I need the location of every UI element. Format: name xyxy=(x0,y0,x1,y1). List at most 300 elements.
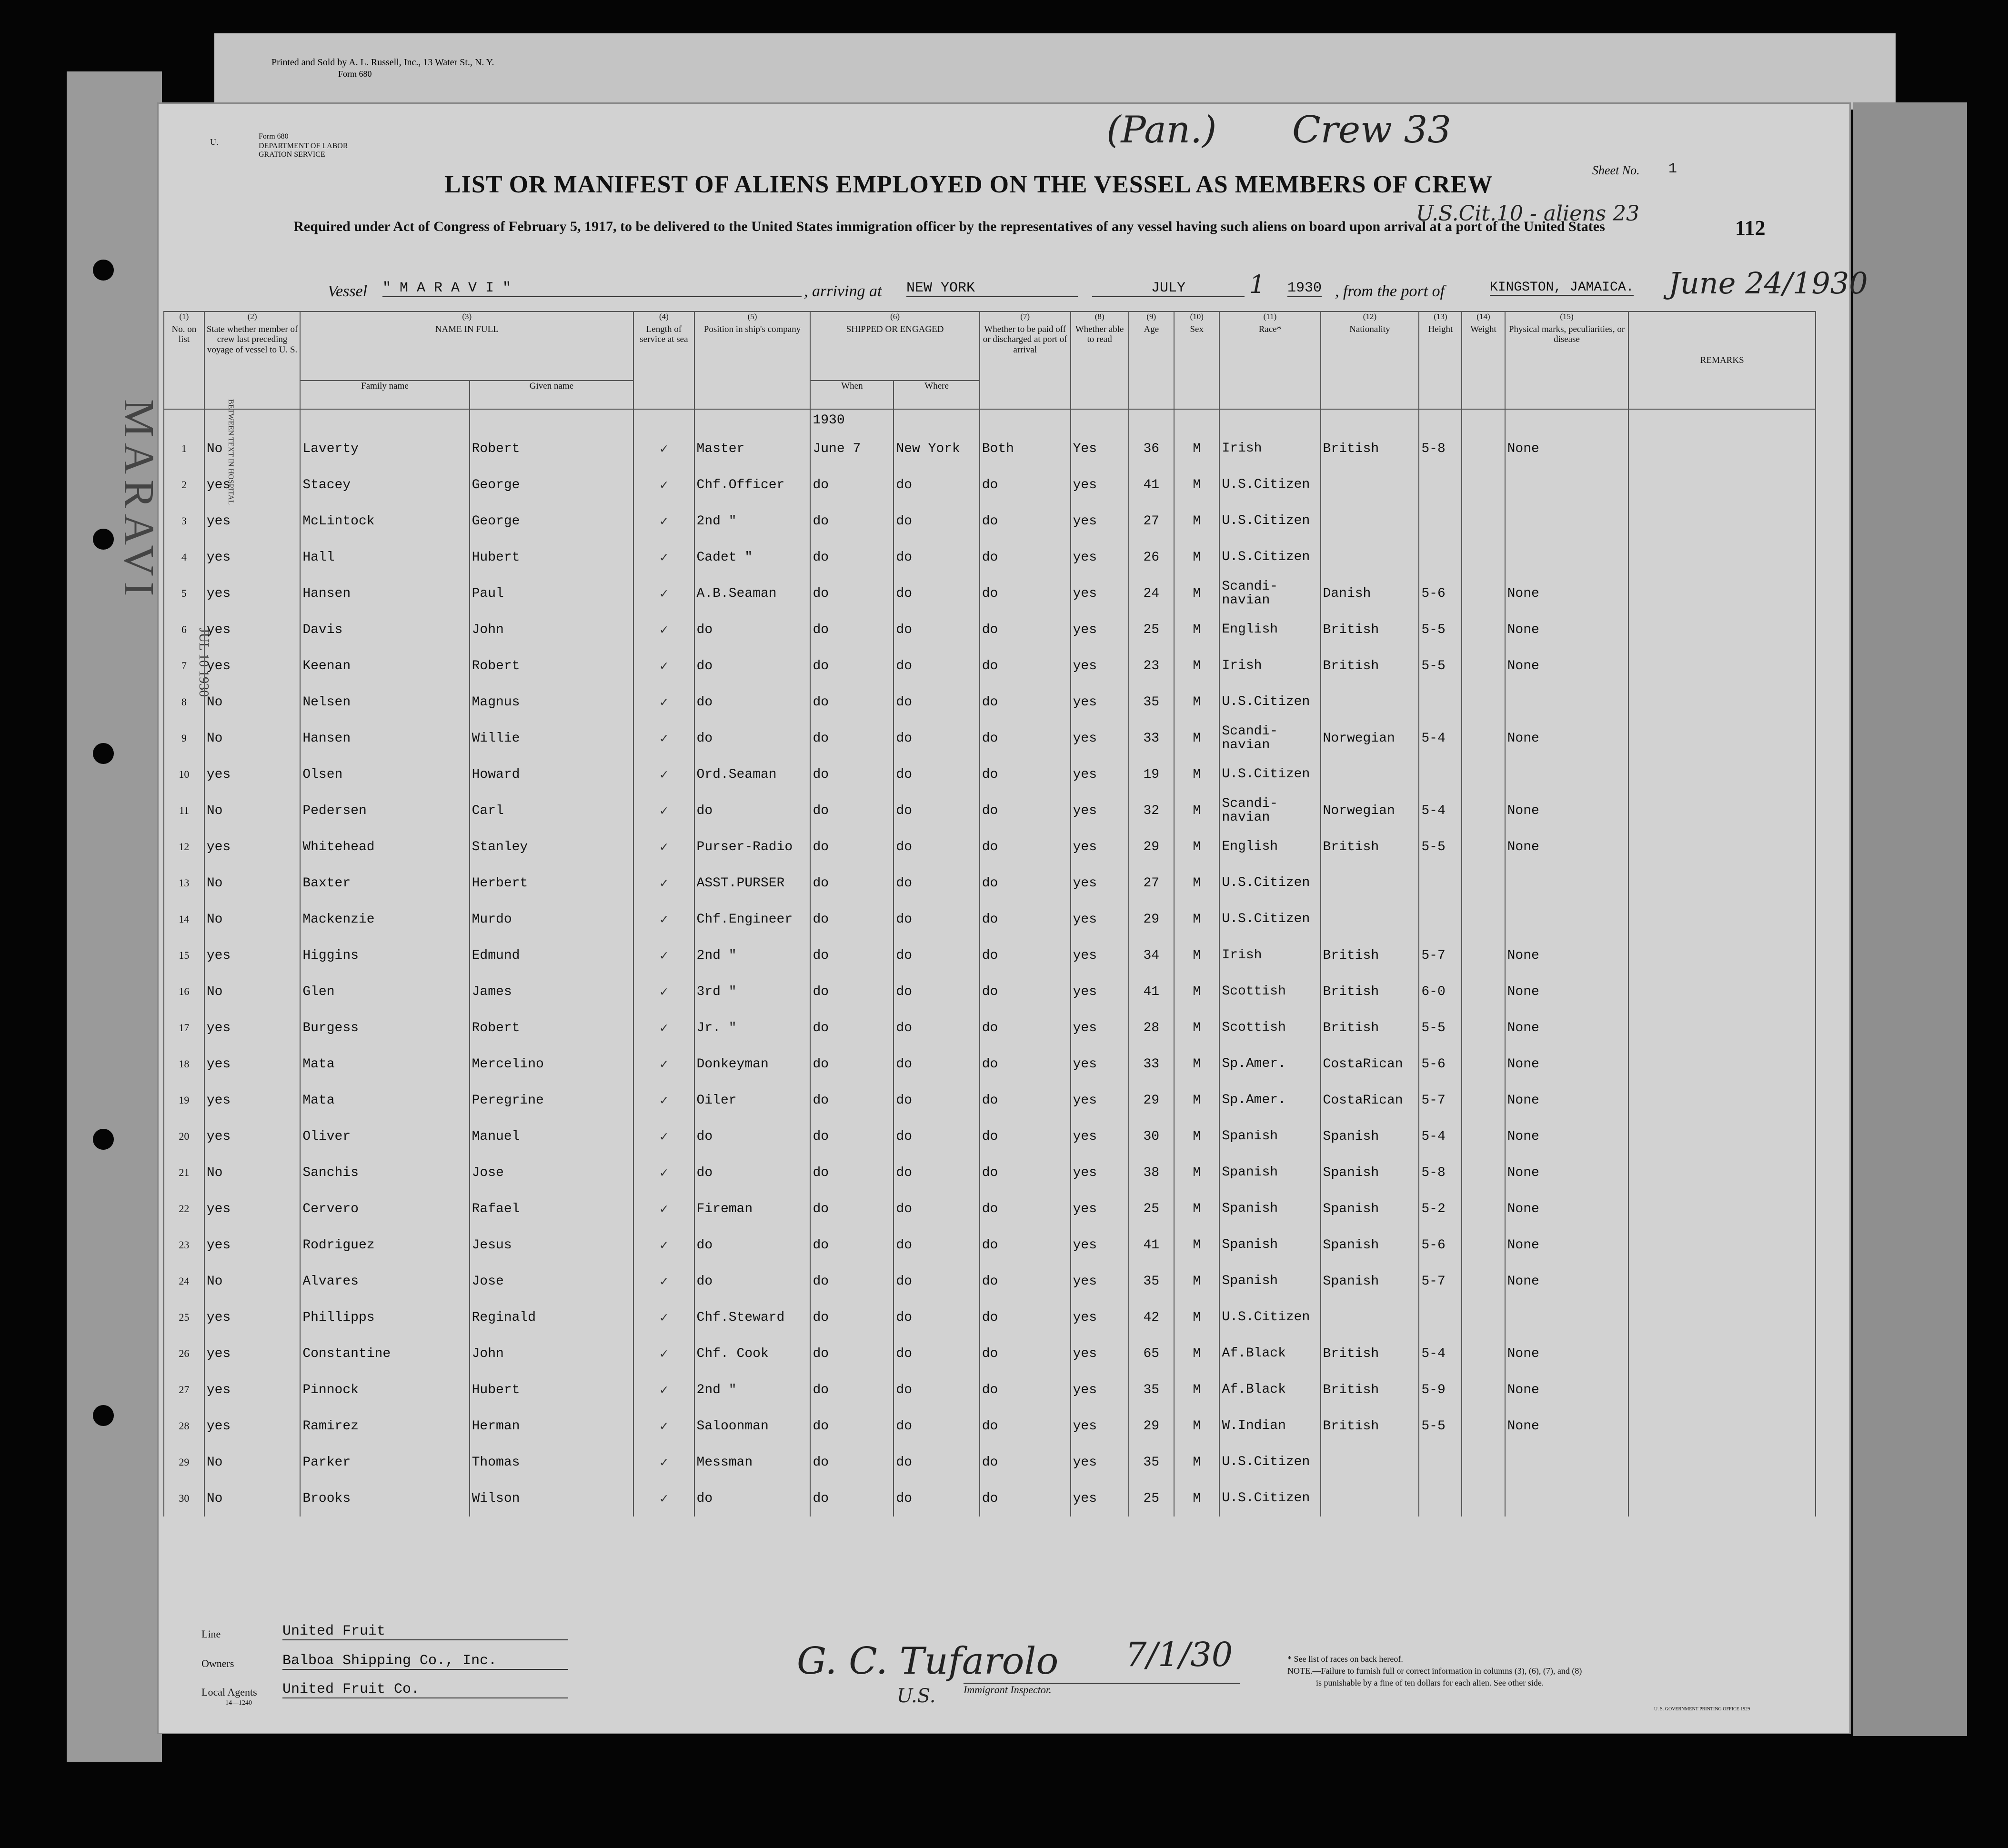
position-cell: A.B.Seaman xyxy=(694,575,811,612)
form-number: Form 680 xyxy=(259,132,289,141)
previous-voyage-cell: yes xyxy=(204,1082,301,1118)
given-name-cell: Robert xyxy=(470,1010,634,1046)
weight-cell xyxy=(1462,937,1505,974)
vessel-label: Vessel xyxy=(328,282,368,300)
nationality-cell: British xyxy=(1321,431,1419,467)
remarks-cell xyxy=(1628,1372,1816,1408)
race-cell: U.S.Citizen xyxy=(1219,901,1320,937)
paid-off-cell: do xyxy=(980,1010,1071,1046)
service-check-cell: ✓ xyxy=(633,648,694,684)
printer-credit: Printed and Sold by A. L. Russell, Inc., 13 Water St., N. Y. xyxy=(271,57,494,68)
race-cell: Scandi-navian xyxy=(1219,575,1320,612)
shipped-where-cell: do xyxy=(894,1480,979,1517)
shipped-where-cell: do xyxy=(894,1010,979,1046)
nationality-cell: British xyxy=(1321,1010,1419,1046)
position-cell: Saloonman xyxy=(694,1408,811,1444)
previous-voyage-cell: yes xyxy=(204,1046,301,1082)
remarks-cell xyxy=(1628,720,1816,756)
shipped-when-cell: do xyxy=(810,1408,894,1444)
nationality-cell: British xyxy=(1321,648,1419,684)
sex-cell: M xyxy=(1174,1480,1219,1517)
service-check-cell: ✓ xyxy=(633,1372,694,1408)
shipped-where-cell: do xyxy=(894,1444,979,1480)
sex-cell: M xyxy=(1174,793,1219,829)
position-cell: Master xyxy=(694,431,811,467)
given-name-cell: Reginald xyxy=(470,1299,634,1336)
position-cell: do xyxy=(694,1227,811,1263)
remarks-cell xyxy=(1628,431,1816,467)
sex-cell: M xyxy=(1174,575,1219,612)
shipped-where-cell: do xyxy=(894,1336,979,1372)
family-name-cell: Pedersen xyxy=(300,793,469,829)
physical-marks-cell: None xyxy=(1505,793,1629,829)
height-cell: 5-7 xyxy=(1419,1082,1462,1118)
sheet-label: Sheet No. xyxy=(1592,163,1640,177)
given-name-cell: Herbert xyxy=(470,865,634,901)
weight-cell xyxy=(1462,431,1505,467)
previous-voyage-cell: yes xyxy=(204,1408,301,1444)
position-cell: do xyxy=(694,648,811,684)
shipped-when-cell: do xyxy=(810,937,894,974)
height-cell: 5-9 xyxy=(1419,1372,1462,1408)
shipped-where-cell: do xyxy=(894,1263,979,1299)
paid-off-cell: do xyxy=(980,756,1071,793)
row-number-cell: 13 xyxy=(164,865,204,901)
age-cell: 41 xyxy=(1129,1227,1174,1263)
header-race: (11) Race* xyxy=(1219,311,1320,409)
given-name-cell: John xyxy=(470,1336,634,1372)
able-to-read-cell: yes xyxy=(1071,1408,1129,1444)
race-cell: Irish xyxy=(1219,937,1320,974)
family-name-cell: Pinnock xyxy=(300,1372,469,1408)
row-number-cell: 8 xyxy=(164,684,204,720)
weight-cell xyxy=(1462,1191,1505,1227)
weight-cell xyxy=(1462,1227,1505,1263)
shipped-when-cell: do xyxy=(810,648,894,684)
age-cell: 32 xyxy=(1129,793,1174,829)
physical-marks-cell: None xyxy=(1505,1336,1629,1372)
position-cell: Cadet " xyxy=(694,539,811,575)
physical-marks-cell xyxy=(1505,467,1629,503)
position-cell: do xyxy=(694,793,811,829)
sex-cell: M xyxy=(1174,865,1219,901)
family-name-cell: Glen xyxy=(300,974,469,1010)
race-cell: Spanish xyxy=(1219,1155,1320,1191)
family-name-cell: Stacey xyxy=(300,467,469,503)
family-name-cell: Constantine xyxy=(300,1336,469,1372)
shipped-when-cell: do xyxy=(810,1263,894,1299)
line-label: Line xyxy=(201,1628,221,1640)
arrival-port: NEW YORK xyxy=(906,280,1078,297)
crew-table xyxy=(163,311,1816,1517)
sex-cell: M xyxy=(1174,1155,1219,1191)
owners-value: Balboa Shipping Co., Inc. xyxy=(282,1653,568,1670)
given-name-cell: Peregrine xyxy=(470,1082,634,1118)
family-name-cell: Higgins xyxy=(300,937,469,974)
nationality-cell: Spanish xyxy=(1321,1191,1419,1227)
shipped-when-cell: do xyxy=(810,865,894,901)
service-check-cell: ✓ xyxy=(633,793,694,829)
previous-voyage-cell: No xyxy=(204,720,301,756)
position-cell: do xyxy=(694,720,811,756)
given-name-cell: James xyxy=(470,974,634,1010)
paid-off-cell: do xyxy=(980,1227,1071,1263)
service-check-cell: ✓ xyxy=(633,720,694,756)
height-cell: 5-4 xyxy=(1419,1118,1462,1155)
given-name-cell: Herman xyxy=(470,1408,634,1444)
weight-cell xyxy=(1462,1118,1505,1155)
position-cell: do xyxy=(694,1155,811,1191)
age-cell: 34 xyxy=(1129,937,1174,974)
physical-marks-cell: None xyxy=(1505,612,1629,648)
margin-date-stamp: JUL 10 1930 xyxy=(196,628,211,697)
header-age: (9) Age xyxy=(1129,311,1174,409)
shipped-where-cell: do xyxy=(894,467,979,503)
row-number-cell: 3 xyxy=(164,503,204,539)
header-shipped: (6) SHIPPED OR ENGAGED xyxy=(810,311,979,381)
race-cell: English xyxy=(1219,829,1320,865)
physical-marks-cell: None xyxy=(1505,937,1629,974)
table-row xyxy=(164,720,1816,756)
remarks-cell xyxy=(1628,756,1816,793)
remarks-cell xyxy=(1628,1336,1816,1372)
family-name-cell: Burgess xyxy=(300,1010,469,1046)
table-row xyxy=(164,648,1816,684)
height-cell xyxy=(1419,901,1462,937)
from-port: KINGSTON, JAMAICA. xyxy=(1490,280,1634,295)
shipped-when-cell: do xyxy=(810,829,894,865)
weight-cell xyxy=(1462,503,1505,539)
service-check-cell: ✓ xyxy=(633,865,694,901)
paid-off-cell: do xyxy=(980,1372,1071,1408)
service-check-cell: ✓ xyxy=(633,756,694,793)
weight-cell xyxy=(1462,974,1505,1010)
remarks-cell xyxy=(1628,503,1816,539)
row-number-cell: 7 xyxy=(164,648,204,684)
sex-cell: M xyxy=(1174,1299,1219,1336)
remarks-cell xyxy=(1628,575,1816,612)
given-name-cell: Magnus xyxy=(470,684,634,720)
family-name-cell: Mata xyxy=(300,1082,469,1118)
remarks-cell xyxy=(1628,1082,1816,1118)
family-name-cell: Sanchis xyxy=(300,1155,469,1191)
service-check-cell: ✓ xyxy=(633,901,694,937)
remarks-cell xyxy=(1628,901,1816,937)
row-number-cell: 14 xyxy=(164,901,204,937)
given-name-cell: Robert xyxy=(470,648,634,684)
header-name: (3) NAME IN FULL xyxy=(300,311,633,381)
shipped-where-cell: do xyxy=(894,756,979,793)
age-cell: 35 xyxy=(1129,684,1174,720)
paid-off-cell: do xyxy=(980,974,1071,1010)
shipped-where-cell: do xyxy=(894,1082,979,1118)
paid-off-cell: do xyxy=(980,901,1071,937)
shipped-where-cell: do xyxy=(894,1155,979,1191)
service-check-cell: ✓ xyxy=(633,539,694,575)
previous-voyage-cell: No xyxy=(204,865,301,901)
previous-voyage-cell: yes xyxy=(204,1372,301,1408)
age-cell: 35 xyxy=(1129,1444,1174,1480)
weight-cell xyxy=(1462,648,1505,684)
shipped-when-cell: do xyxy=(810,467,894,503)
row-number-cell: 28 xyxy=(164,1408,204,1444)
table-row xyxy=(164,539,1816,575)
remarks-cell xyxy=(1628,1155,1816,1191)
age-cell: 28 xyxy=(1129,1010,1174,1046)
paid-off-cell: do xyxy=(980,1299,1071,1336)
shipped-where-cell: do xyxy=(894,1408,979,1444)
given-name-cell: Stanley xyxy=(470,829,634,865)
given-name-cell: Hubert xyxy=(470,1372,634,1408)
height-cell: 5-2 xyxy=(1419,1191,1462,1227)
able-to-read-cell: yes xyxy=(1071,1299,1129,1336)
physical-marks-cell: None xyxy=(1505,1082,1629,1118)
shipped-where-cell: do xyxy=(894,648,979,684)
height-cell xyxy=(1419,1299,1462,1336)
punch-hole xyxy=(93,529,114,550)
service-check-cell: ✓ xyxy=(633,575,694,612)
table-row xyxy=(164,1336,1816,1372)
physical-marks-cell: None xyxy=(1505,648,1629,684)
signature-date: 7/1/30 xyxy=(1125,1635,1233,1674)
nationality-cell: Danish xyxy=(1321,575,1419,612)
service-check-cell: ✓ xyxy=(633,1336,694,1372)
position-cell: Jr. " xyxy=(694,1010,811,1046)
position-cell: do xyxy=(694,684,811,720)
previous-voyage-cell: No xyxy=(204,1263,301,1299)
family-name-cell: Parker xyxy=(300,1444,469,1480)
paid-off-cell: do xyxy=(980,1155,1071,1191)
paid-off-cell: do xyxy=(980,865,1071,901)
nationality-cell: British xyxy=(1321,937,1419,974)
height-cell: 5-6 xyxy=(1419,1227,1462,1263)
position-cell: do xyxy=(694,1480,811,1517)
given-name-cell: Paul xyxy=(470,575,634,612)
able-to-read-cell: yes xyxy=(1071,865,1129,901)
previous-voyage-cell: No xyxy=(204,1155,301,1191)
nationality-cell xyxy=(1321,1480,1419,1517)
service-check-cell: ✓ xyxy=(633,1480,694,1517)
age-cell: 29 xyxy=(1129,829,1174,865)
shipped-when-cell: June 7 xyxy=(810,431,894,467)
header-given-name: Given name xyxy=(470,381,634,409)
agents-code: 14—1240 xyxy=(225,1699,252,1707)
height-cell: 5-5 xyxy=(1419,648,1462,684)
position-cell: Purser-Radio xyxy=(694,829,811,865)
previous-voyage-cell: No xyxy=(204,684,301,720)
service-check-cell: ✓ xyxy=(633,1082,694,1118)
header-remarks: REMARKS xyxy=(1628,311,1816,409)
shipped-when-cell: do xyxy=(810,1010,894,1046)
paid-off-cell: do xyxy=(980,1444,1071,1480)
able-to-read-cell: yes xyxy=(1071,1191,1129,1227)
paid-off-cell: do xyxy=(980,793,1071,829)
physical-marks-cell: None xyxy=(1505,974,1629,1010)
remarks-cell xyxy=(1628,1010,1816,1046)
header-previous-voyage: (2) State whether member of crew last preceding voyage of vessel to U. S. xyxy=(204,311,301,409)
height-cell: 5-5 xyxy=(1419,1408,1462,1444)
shipped-where-cell: do xyxy=(894,937,979,974)
sex-cell: M xyxy=(1174,1227,1219,1263)
previous-voyage-cell: No xyxy=(204,901,301,937)
race-cell: U.S.Citizen xyxy=(1219,467,1320,503)
sex-cell: M xyxy=(1174,648,1219,684)
footnote-penalty-cont: is punishable by a fine of ten dollars for each alien. See other side. xyxy=(1316,1678,1544,1687)
remarks-cell xyxy=(1628,648,1816,684)
age-cell: 65 xyxy=(1129,1336,1174,1372)
weight-cell xyxy=(1462,1046,1505,1082)
weight-cell xyxy=(1462,901,1505,937)
physical-marks-cell: None xyxy=(1505,1227,1629,1263)
age-cell: 25 xyxy=(1129,1480,1174,1517)
given-name-cell: Jesus xyxy=(470,1227,634,1263)
shipped-when-cell: do xyxy=(810,1046,894,1082)
weight-cell xyxy=(1462,865,1505,901)
table-row xyxy=(164,1046,1816,1082)
row-number-cell: 29 xyxy=(164,1444,204,1480)
race-cell: U.S.Citizen xyxy=(1219,684,1320,720)
inspector-signature: G. C. Tufarolo xyxy=(797,1640,1059,1683)
race-cell: Scottish xyxy=(1219,1010,1320,1046)
previous-voyage-cell: yes xyxy=(204,648,301,684)
paid-off-cell: do xyxy=(980,1046,1071,1082)
family-name-cell: Nelsen xyxy=(300,684,469,720)
remarks-cell xyxy=(1628,1046,1816,1082)
position-cell: Chf.Officer xyxy=(694,467,811,503)
age-cell: 27 xyxy=(1129,503,1174,539)
position-cell: do xyxy=(694,1263,811,1299)
remarks-cell xyxy=(1628,1263,1816,1299)
row-number-cell: 10 xyxy=(164,756,204,793)
paid-off-cell: do xyxy=(980,1082,1071,1118)
able-to-read-cell: yes xyxy=(1071,1082,1129,1118)
age-cell: 33 xyxy=(1129,1046,1174,1082)
paid-off-cell: do xyxy=(980,467,1071,503)
family-name-cell: Brooks xyxy=(300,1480,469,1517)
shipped-when-cell: do xyxy=(810,1155,894,1191)
height-cell xyxy=(1419,503,1462,539)
previous-voyage-cell: yes xyxy=(204,1118,301,1155)
nationality-cell xyxy=(1321,467,1419,503)
table-row xyxy=(164,1408,1816,1444)
paid-off-cell: do xyxy=(980,575,1071,612)
height-cell: 5-5 xyxy=(1419,1010,1462,1046)
shipped-where-cell: do xyxy=(894,1227,979,1263)
remarks-cell xyxy=(1628,684,1816,720)
physical-marks-cell: None xyxy=(1505,575,1629,612)
family-name-cell: Keenan xyxy=(300,648,469,684)
shipped-when-cell: do xyxy=(810,503,894,539)
nationality-cell: British xyxy=(1321,1336,1419,1372)
header-physical-marks: (15) Physical marks, peculiarities, or disease xyxy=(1505,311,1629,409)
given-name-cell: Murdo xyxy=(470,901,634,937)
shipped-where-cell: do xyxy=(894,829,979,865)
annotation-citizens: U.S.Cit.10 - aliens 23 xyxy=(1416,201,1640,226)
table-row xyxy=(164,974,1816,1010)
physical-marks-cell xyxy=(1505,901,1629,937)
age-cell: 26 xyxy=(1129,539,1174,575)
sex-cell: M xyxy=(1174,467,1219,503)
punch-hole xyxy=(93,260,114,281)
race-cell: Spanish xyxy=(1219,1227,1320,1263)
table-row xyxy=(164,1372,1816,1408)
previous-voyage-cell: yes xyxy=(204,1336,301,1372)
given-name-cell: Rafael xyxy=(470,1191,634,1227)
remarks-cell xyxy=(1628,1118,1816,1155)
service-check-cell: ✓ xyxy=(633,937,694,974)
arrival-month: JULY xyxy=(1092,280,1245,297)
age-cell: 36 xyxy=(1129,431,1174,467)
table-row xyxy=(164,684,1816,720)
height-cell: 5-7 xyxy=(1419,937,1462,974)
position-cell: 2nd " xyxy=(694,937,811,974)
able-to-read-cell: yes xyxy=(1071,612,1129,648)
paid-off-cell: do xyxy=(980,612,1071,648)
weight-cell xyxy=(1462,612,1505,648)
page-number: 112 xyxy=(1735,216,1766,240)
physical-marks-cell: None xyxy=(1505,720,1629,756)
row-number-cell: 4 xyxy=(164,539,204,575)
table-row xyxy=(164,1155,1816,1191)
service-check-cell: ✓ xyxy=(633,829,694,865)
paid-off-cell: do xyxy=(980,720,1071,756)
height-cell xyxy=(1419,1480,1462,1517)
table-row xyxy=(164,937,1816,974)
table-row xyxy=(164,756,1816,793)
position-cell: ASST.PURSER xyxy=(694,865,811,901)
given-name-cell: George xyxy=(470,467,634,503)
row-number-cell: 24 xyxy=(164,1263,204,1299)
remarks-cell xyxy=(1628,1299,1816,1336)
height-cell xyxy=(1419,684,1462,720)
row-number-cell: 26 xyxy=(164,1336,204,1372)
weight-cell xyxy=(1462,1336,1505,1372)
header-length-of-service: (4) Length of service at sea xyxy=(633,311,694,409)
race-cell: U.S.Citizen xyxy=(1219,756,1320,793)
weight-cell xyxy=(1462,1010,1505,1046)
previous-voyage-cell: yes xyxy=(204,539,301,575)
row-number-cell: 16 xyxy=(164,974,204,1010)
header-nationality: (12) Nationality xyxy=(1321,311,1419,409)
paid-off-cell: do xyxy=(980,1336,1071,1372)
family-name-cell: Davis xyxy=(300,612,469,648)
row-number-cell: 9 xyxy=(164,720,204,756)
able-to-read-cell: yes xyxy=(1071,467,1129,503)
nationality-cell: Spanish xyxy=(1321,1155,1419,1191)
position-cell: Ord.Seaman xyxy=(694,756,811,793)
service-check-cell: ✓ xyxy=(633,431,694,467)
sex-cell: M xyxy=(1174,1444,1219,1480)
height-cell xyxy=(1419,539,1462,575)
service-check-cell: ✓ xyxy=(633,1227,694,1263)
nationality-cell: Spanish xyxy=(1321,1263,1419,1299)
nationality-cell xyxy=(1321,865,1419,901)
shipped-when-cell: do xyxy=(810,720,894,756)
height-cell xyxy=(1419,865,1462,901)
previous-voyage-cell: yes xyxy=(204,756,301,793)
physical-marks-cell: None xyxy=(1505,1408,1629,1444)
weight-cell xyxy=(1462,539,1505,575)
paid-off-cell: do xyxy=(980,539,1071,575)
able-to-read-cell: yes xyxy=(1071,720,1129,756)
shipped-where-cell: do xyxy=(894,901,979,937)
physical-marks-cell xyxy=(1505,1480,1629,1517)
race-cell: U.S.Citizen xyxy=(1219,1299,1320,1336)
service-check-cell: ✓ xyxy=(633,1263,694,1299)
age-cell: 33 xyxy=(1129,720,1174,756)
shipped-when-cell: do xyxy=(810,793,894,829)
row-number-cell: 22 xyxy=(164,1191,204,1227)
